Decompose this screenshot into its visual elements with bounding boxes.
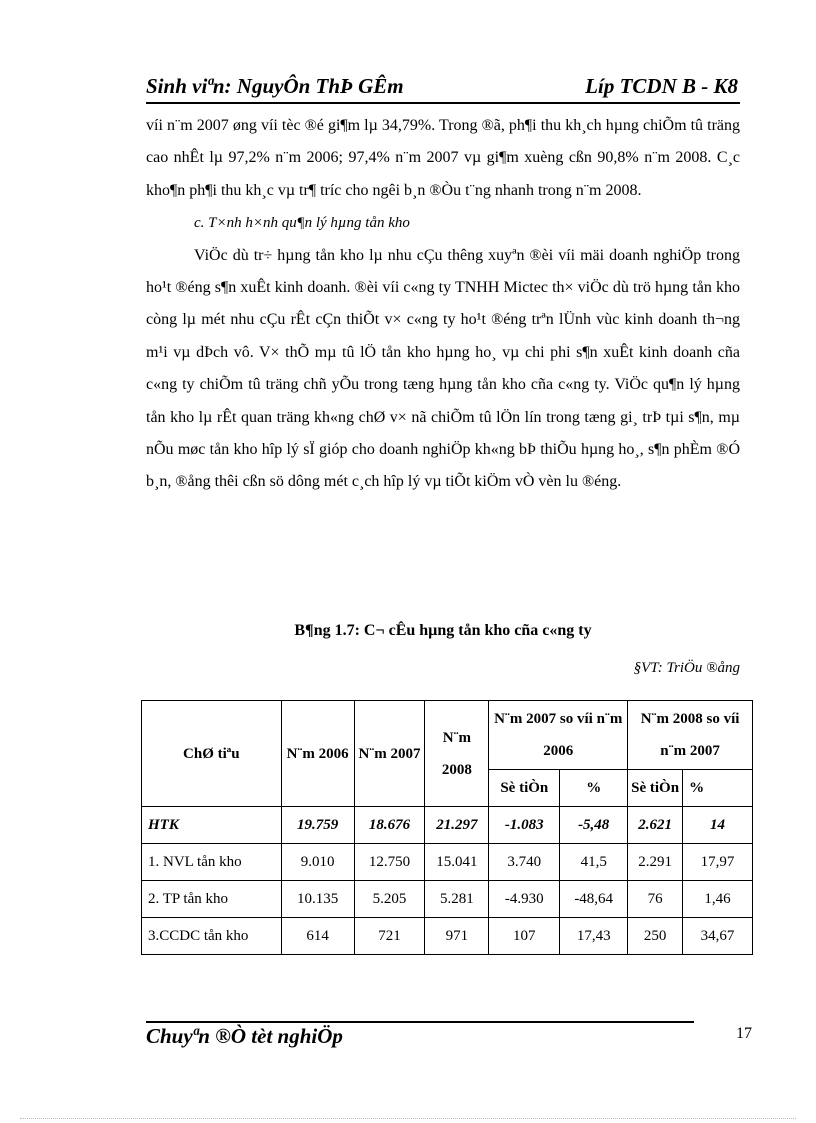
cell-diff-2: 2.291 [628,844,683,881]
footer-divider [146,1021,694,1023]
table-unit: §VT: TriÖu ®ång [633,660,740,676]
cell-pct-2: 17,97 [683,844,753,881]
cell-2007: 5.205 [354,881,425,918]
inventory-table [141,700,753,955]
cell-diff-2: 250 [628,918,683,955]
cell-2008: 21.297 [425,807,489,844]
cell-pct-1: -48,64 [560,881,628,918]
row-label: 2. TP tån kho [142,881,282,918]
header-compare-2007-2006: N¨m 2007 so víi n¨m 2006 [489,701,628,770]
cell-pct-1: 17,43 [560,918,628,955]
header-compare-2008-2007: N¨m 2008 so víi n¨m 2007 [628,701,753,770]
footer-title: Chuyªn ®Ò tèt nghiÖp [146,1024,343,1048]
header-year-2006: N¨m 2006 [281,701,354,807]
cell-2007: 721 [354,918,425,955]
table-row [142,807,753,844]
cell-diff-1: -4.930 [489,881,560,918]
cell-2006: 9.010 [281,844,354,881]
page-number: 17 [736,1025,752,1042]
cell-pct-2: 14 [683,807,753,844]
cell-2006: 19.759 [281,807,354,844]
header-percent-2: % [683,770,753,807]
header-year-2007: N¨m 2007 [354,701,425,807]
student-name: Sinh viªn: NguyÔn ThÞ GÊm [146,74,404,98]
cell-2006: 614 [281,918,354,955]
cell-pct-1: -5,48 [560,807,628,844]
cell-diff-1: -1.083 [489,807,560,844]
cell-diff-2: 2.621 [628,807,683,844]
cell-diff-2: 76 [628,881,683,918]
cell-2007: 18.676 [354,807,425,844]
paragraph-receivables: víi n¨m 2007 øng víi tèc ®é gi¶m lµ 34,79%. Trong ®ã, ph¶i thu kh¸ch hµng chiÕm tû träng cao nhÊt lµ 97,2% n¨m 2006; 97,4% n¨m 2007 vµ gi¶m xuèng cßn 90,8% n¨m 2008. C¸c kho¶n ph¶i thu kh¸c vµ tr¶ tríc cho ngêi b¸n ®Òu t¨ng nhanh trong n¨m 2008. [146,117,740,199]
header-percent-1: % [560,770,628,807]
row-label: HTK [142,807,282,844]
page-bottom-divider [20,1118,796,1119]
table-caption: B¶ng 1.7: C¬ cÊu hµng tån kho cña c«ng ty [294,622,592,639]
cell-diff-1: 3.740 [489,844,560,881]
body-text [146,110,740,499]
header-indicator: ChØ tiªu [142,701,282,807]
row-label: 3.CCDC tån kho [142,918,282,955]
header-amount-1: Sè tiÒn [489,770,560,807]
cell-pct-1: 41,5 [560,844,628,881]
cell-pct-2: 34,67 [683,918,753,955]
page-header [146,72,740,104]
cell-2006: 10.135 [281,881,354,918]
row-label: 1. NVL tån kho [142,844,282,881]
header-year-2008: N¨m 2008 [425,701,489,807]
cell-2008: 15.041 [425,844,489,881]
cell-diff-1: 107 [489,918,560,955]
section-subheading: c. T×nh h×nh qu¶n lý hµng tån kho [194,215,410,232]
table-row [142,918,753,955]
cell-pct-2: 1,46 [683,881,753,918]
cell-2008: 5.281 [425,881,489,918]
paragraph-inventory: ViÖc dù tr÷ hµng tån kho lµ nhu cÇu thêng xuyªn ®èi víi mäi doanh nghiÖp trong ho¹t ®éng s¶n xuÊt kinh doanh. ®èi víi c«ng ty TNHH Mictec th× viÖc dù trö hµng tån kho còng lµ mét nhu cÇu rÊt cÇn thiÕt v× c«ng ty ho¹t ®éng trªn lÜnh vùc kinh doanh th¬ng m¹i vµ dÞch vô. V× thÕ mµ tû lÖ tån kho hµng ho¸ vµ chi phi s¶n xuÊt kinh doanh cña c«ng ty chiÕm tû träng chñ yÕu trong tæng hµng tån kho cña c«ng ty. ViÖc qu¶n lý hµng tån kho lµ rÊt quan träng kh«ng chØ v× nã chiÕm tû lÖn lín trong tæng gi¸ trÞ tµi s¶n, mµ nÕu møc tån kho hîp lý sÏ gióp cho doanh nghiÖp kh«ng bÞ thiÕu hµng ho¸, s¶n phÈm ®Ó b¸n, ®ång thêi cßn sö dông mét c¸ch hîp lý vµ tiÕt kiÖm vÒ vèn lu ®éng. [146,246,740,491]
class-name: Líp TCDN B - K8 [585,74,738,98]
table-row [142,881,753,918]
cell-2008: 971 [425,918,489,955]
header-amount-2: Sè tiÒn [628,770,683,807]
table-row [142,844,753,881]
cell-2007: 12.750 [354,844,425,881]
